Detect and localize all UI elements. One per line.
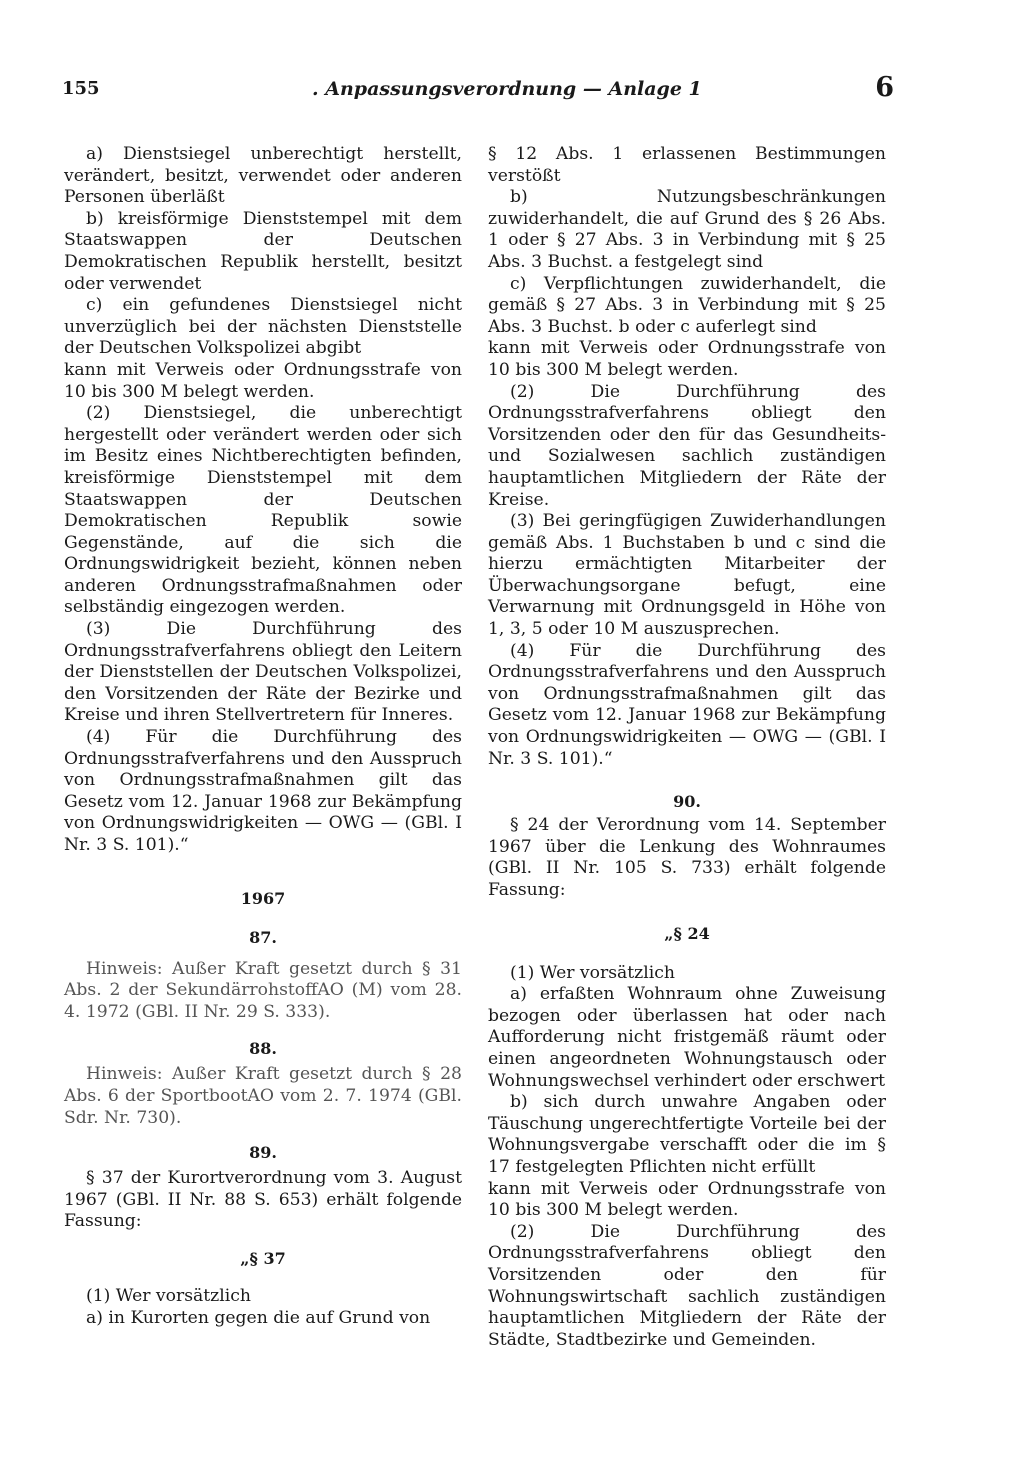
note-87: Hinweis: Außer Kraft gesetzt durch § 31 Abs. 2 der SekundärrohstoffAO (M) vom 28. 4. 1972 (GBl. II Nr. 29 S. 333). (64, 958, 462, 1022)
paragraph: (4) Für die Durchführung des Ordnungsstrafverfahrens und den Ausspruch von Ordnungsstrafmaßnahmen gilt das Gesetz vom 12. Januar 1968 zur Bekämpfung von Ordnungswidrigkeiten — OWG — (GBl. I Nr. 3 S. 101).“ (64, 727, 462, 855)
item-number-89: 89. (249, 1143, 277, 1163)
year-heading: 1967 (240, 888, 286, 908)
paragraph: (2) Die Durchführung des Ordnungsstrafverfahrens obliegt den Vorsitzenden oder den für Wohnungswirtschaft sachlich zuständigen hauptamtlichen Mitgliedern der Räte der Städte, Stadtbezirke und Gemeinden. (488, 1221, 886, 1350)
paragraph: (1) Wer vorsätzlich (86, 1285, 251, 1306)
running-title: . Anpassungsverordnung — Anlage 1 (312, 78, 702, 100)
paragraph: § 24 der Verordnung vom 14. September 1967 über die Lenkung des Wohnraumes (GBl. II Nr. 105 S. 733) erhält folgende Fassung: (488, 815, 886, 900)
paragraph: c) ein gefundenes Dienstsiegel nicht unverzüglich bei der nächsten Dienststelle der Deutschen Volkspolizei abgibt (64, 295, 462, 359)
left-column (64, 144, 462, 1329)
item-number-87: 87. (249, 927, 277, 947)
paragraph: kann mit Verweis oder Ordnungsstrafe von 10 bis 300 M belegt werden. (488, 338, 886, 380)
page-header (62, 72, 894, 110)
paragraph: kann mit Verweis oder Ordnungsstrafe von 10 bis 300 M belegt werden. (488, 1178, 886, 1221)
section-heading-24: „§ 24 (664, 923, 710, 943)
note-88: Hinweis: Außer Kraft gesetzt durch § 28 Abs. 6 der SportbootAO vom 2. 7. 1974 (GBl. Sdr. Nr. 730). (64, 1064, 462, 1128)
paragraph: kann mit Verweis oder Ordnungsstrafe von 10 bis 300 M belegt werden. (64, 359, 462, 402)
paragraph: a) in Kurorten gegen die auf Grund von (86, 1307, 431, 1328)
paragraph: (3) Bei geringfügigen Zuwiderhandlungen gemäß Abs. 1 Buchstaben b und c sind die hierzu ermächtigten Mitarbeiter der Überwachungsorgane befugt, eine Verwarnung mit Ordnungsgeld in Höhe von 1, 3, 5 oder 10 M auszusprechen. (488, 511, 886, 640)
page-number: 155 (62, 78, 100, 99)
paragraph: § 12 Abs. 1 erlassenen Bestimmungen verstößt (488, 144, 886, 186)
paragraph: (2) Die Durchführung des Ordnungsstrafverfahrens obliegt den Vorsitzenden oder den für das Gesundheits- und Sozialwesen sachlich zuständigen hauptamtlichen Mitgliedern der Räte der Kreise. (488, 381, 886, 510)
paragraph: § 37 der Kurortverordnung vom 3. August 1967 (GBl. II Nr. 88 S. 653) erhält folgende Fassung: (64, 1168, 462, 1232)
section-heading-37: „§ 37 (240, 1248, 286, 1268)
paragraph: b) kreisförmige Dienststempel mit dem Staatswappen der Deutschen Demokratischen Republik herstellt, besitzt oder verwendet (64, 208, 462, 294)
item-number-90: 90. (673, 792, 701, 812)
paragraph: c) Verpflichtungen zuwiderhandelt, die gemäß § 27 Abs. 3 in Verbindung mit § 25 Abs. 3 Buchst. b oder c auferlegt sind (488, 273, 886, 337)
paragraph: a) Dienstsiegel unberechtigt herstellt, verändert, besitzt, verwendet oder anderen Personen überläßt (64, 144, 462, 208)
right-column (488, 144, 886, 1351)
paragraph: b) Nutzungsbeschränkungen zuwiderhandelt, die auf Grund des § 26 Abs. 1 oder § 27 Abs. 3 in Verbindung mit § 25 Abs. 3 Buchst. a festgelegt sind (488, 187, 886, 272)
paragraph: (2) Dienstsiegel, die unberechtigt hergestellt oder verändert werden oder sich im Besitz eines Nichtberechtigten befinden, kreisförmige Dienststempel mit dem Staatswappen der Deutschen Demokratischen Republik sowie Gegenstände, auf die sich die Ordnungswidrigkeit bezieht, können neben anderen Ordnungsstrafmaßnahmen oder selbständig eingezogen werden. (64, 403, 462, 618)
paragraph: a) erfaßten Wohnraum ohne Zuweisung bezogen oder überlassen hat oder nach Aufforderung nicht fristgemäß räumt oder einen angeordneten Wohnungstausch oder Wohnungswechsel verhindert oder erschwert (488, 984, 886, 1091)
paragraph: (3) Die Durchführung des Ordnungsstrafverfahrens obliegt den Leitern der Dienststellen der Deutschen Volkspolizei, den Vorsitzenden der Räte der Bezirke und Kreise und ihren Stellvertretern für Inneres. (64, 619, 462, 726)
section-number: 6 (875, 72, 894, 103)
paragraph: (4) Für die Durchführung des Ordnungsstrafverfahrens und den Ausspruch von Ordnungsstrafmaßnahmen gilt das Gesetz vom 12. Januar 1968 zur Bekämpfung von Ordnungswidrigkeiten — OWG — (GBl. I Nr. 3 S. 101).“ (488, 640, 886, 769)
paragraph: b) sich durch unwahre Angaben oder Täuschung ungerechtfertigte Vorteile bei der Wohnungsvergabe verschafft oder die im § 17 festgelegten Pflichten nicht erfüllt (488, 1092, 886, 1177)
paragraph: (1) Wer vorsätzlich (510, 962, 675, 983)
item-number-88: 88. (249, 1039, 277, 1059)
